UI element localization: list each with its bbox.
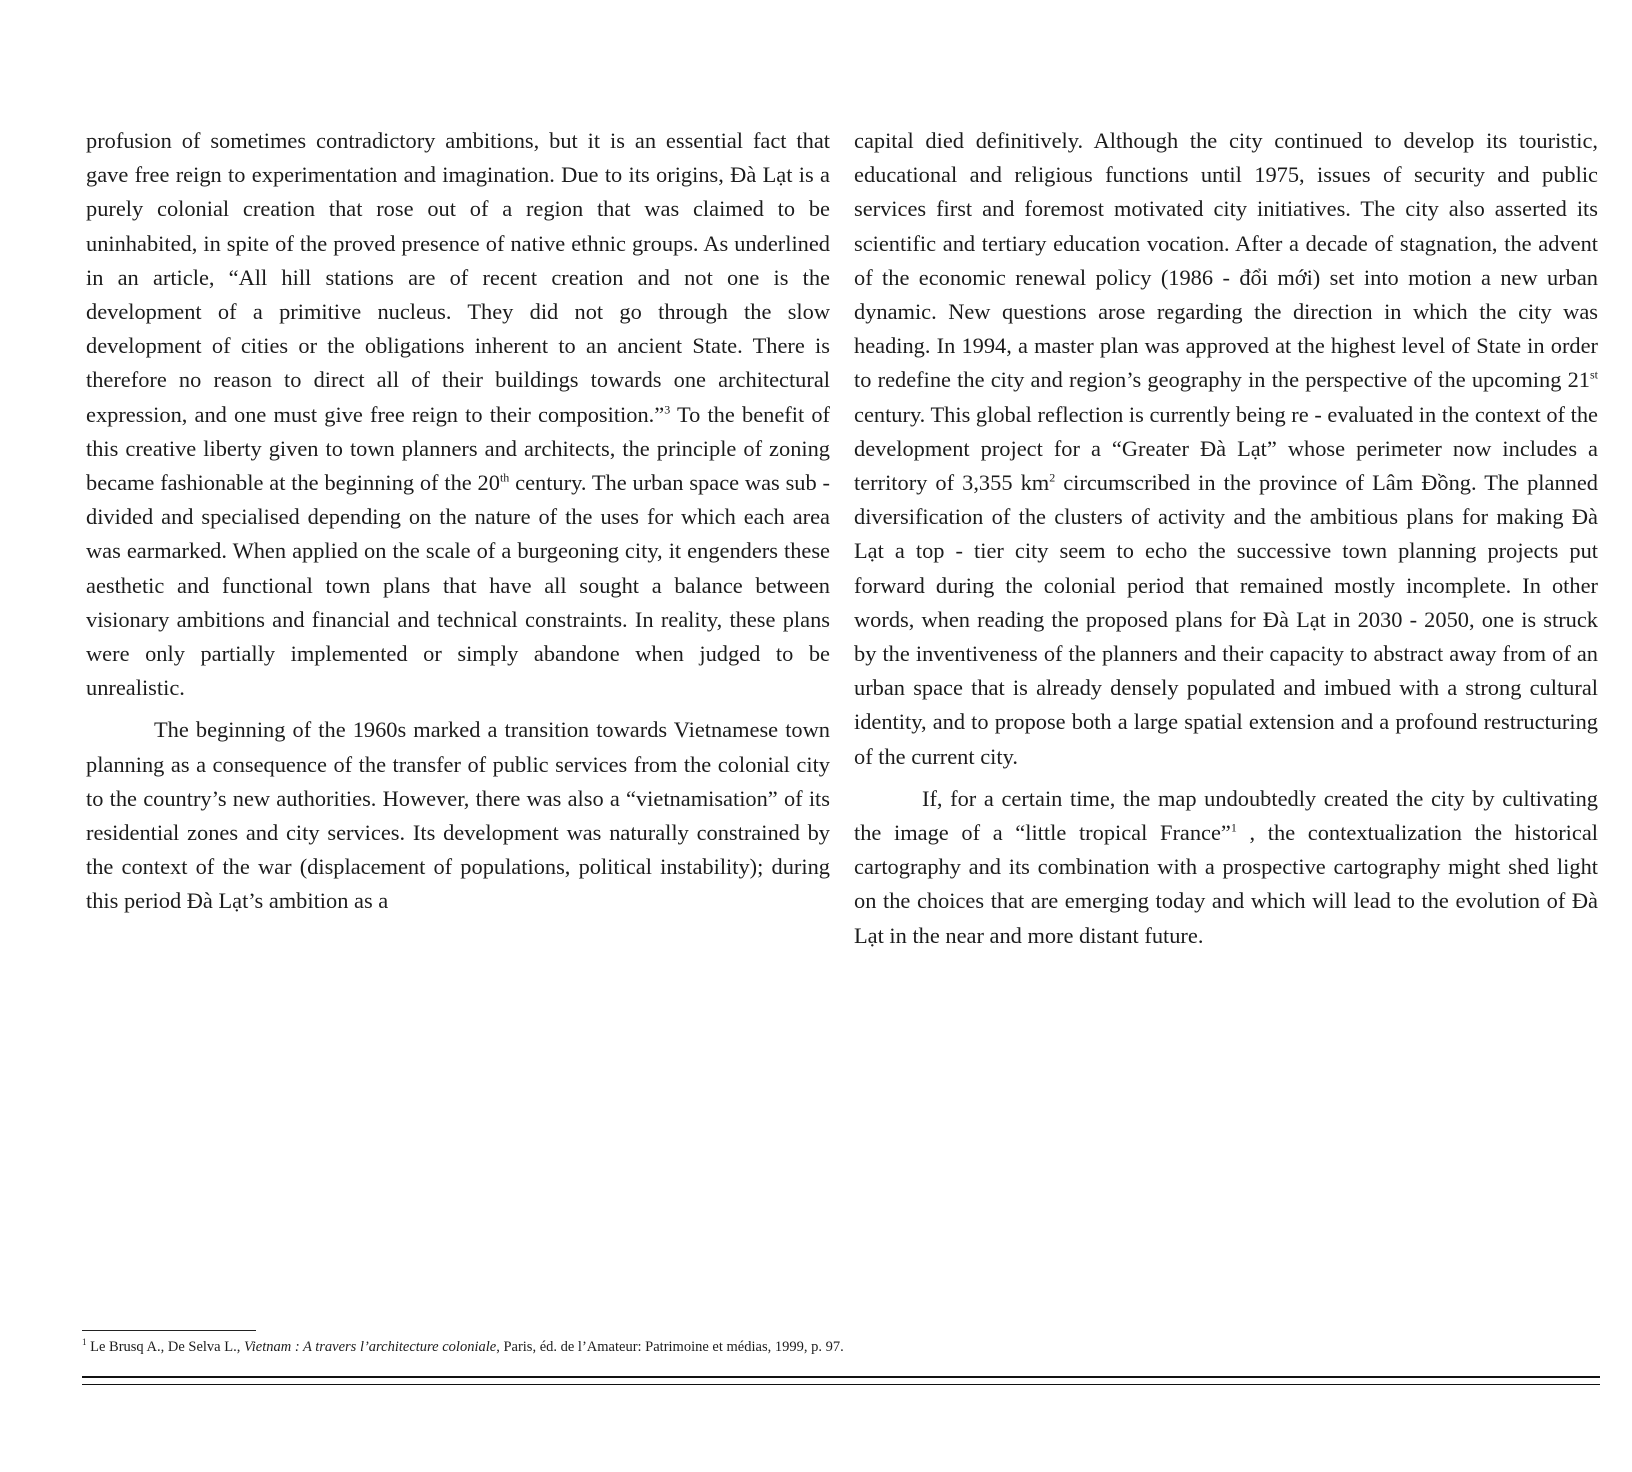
ordinal-suffix: th <box>499 470 510 485</box>
footnote-authors: Le Brusq A., De Selva L., <box>86 1339 244 1355</box>
left-column <box>86 124 830 919</box>
page-bottom-rule <box>82 1376 1600 1385</box>
paragraph-text: century. The urban space was sub - divided and specialised depending on the nature of the uses for which each area was earmarked. When applied on the scale of a burgeoning city, it engenders these aesthetic and functional town plans that have all sought a balance between visionary ambitions and financial and technical constraints. In reality, these plans were only partially implemented or simply abandone when judged to be unrealistic. <box>86 470 830 701</box>
superscript-exponent: 2 <box>1049 470 1056 485</box>
paragraph-text: circumscribed in the province of Lâm Đồng. The planned diversification of the clusters of activity and the ambitious plans for making Đà Lạt a top - tier city seem to echo the successive town planning projects put forward during the colonial period that remained mostly incomplete. In other words, when reading the proposed plans for Đà Lạt in 2030 - 2050, one is struck by the inventiveness of the planners and their capacity to abstract away from of an urban space that is already densely populated and imbued with a strong cultural identity, and to propose both a large spatial extension and a profound restructuring of the current city. <box>854 470 1598 769</box>
body-paragraph <box>86 713 830 918</box>
paragraph-text: century. This global reflection is currently being re - evaluated in the context of the development project for a “Greater Đà Lạt” whose perimeter now includes a territory of 3,355 km <box>854 401 1598 496</box>
footnote-ref: 3 <box>664 402 671 417</box>
paragraph-text: profusion of sometimes contradictory ambitions, but it is an essential fact that gave free reign to experimentation and imagination. Due to its origins, Đà Lạt is a purely colonial creation that rose out of a region that was claimed to be uninhabited, in spite of the proved presence of native ethnic groups. As underlined in an article, “All hill stations are of recent creation and not one is the development of a primitive nucleus. They did not go through the slow development of cities or the obligations inherent to an ancient State. There is therefore no reason to direct all of their buildings towards one architectural expression, and one must give free reign to their composition.” <box>86 128 830 427</box>
ordinal-suffix: st <box>1589 367 1598 382</box>
body-paragraph <box>854 782 1598 953</box>
footnote <box>82 1338 1562 1356</box>
paragraph-text: capital died definitively. Although the city continued to develop its touristic, educational and religious functions until 1975, issues of security and public services first and foremost motivated city initiatives. The city also asserted its scientific and tertiary education vocation. After a decade of stagnation, the advent of the economic renewal policy (1986 - đổi mới) set into motion a new urban dynamic. New questions arose regarding the direction in which the city was heading. In 1994, a master plan was approved at the highest level of State in order to redefine the city and region’s geography in the perspective of the upcoming 21 <box>854 128 1598 393</box>
paragraph-text: The beginning of the 1960s marked a transition towards Vietnamese town planning as a consequence of the transfer of public services from the colonial city to the country’s new authorities. However, there was also a “vietnamisation” of its residential zones and city services. Its development was naturally constrained by the context of the war (displacement of populations, political instability); during this period Đà Lạt’s ambition as a <box>86 717 830 914</box>
footnote-title: Vietnam : A travers l’architecture coloniale <box>243 1339 497 1355</box>
paragraph-text: If, for a certain time, the map undoubtedly created the city by cultivating the image of a “little tropical France” <box>854 785 1598 846</box>
paragraph-text: , the contextualization the historical cartography and its combination with a prospective cartography might shed light on the choices that are emerging today and which will lead to the evolution of Đà Lạt in the near and more distant future. <box>854 820 1598 948</box>
body-paragraph <box>854 124 1598 774</box>
right-column <box>854 124 1598 953</box>
footnote-divider <box>82 1330 256 1331</box>
paragraph-text: To the benefit of this creative liberty given to town planners and architects, the principle of zoning became fashionable at the beginning of the 20 <box>86 401 830 496</box>
body-paragraph <box>86 124 830 705</box>
footnote-details: , Paris, éd. de l’Amateur: Patrimoine et médias, 1999, p. 97. <box>496 1339 844 1355</box>
footnote-ref: 1 <box>1230 820 1237 835</box>
footnote-number: 1 <box>82 1337 87 1348</box>
